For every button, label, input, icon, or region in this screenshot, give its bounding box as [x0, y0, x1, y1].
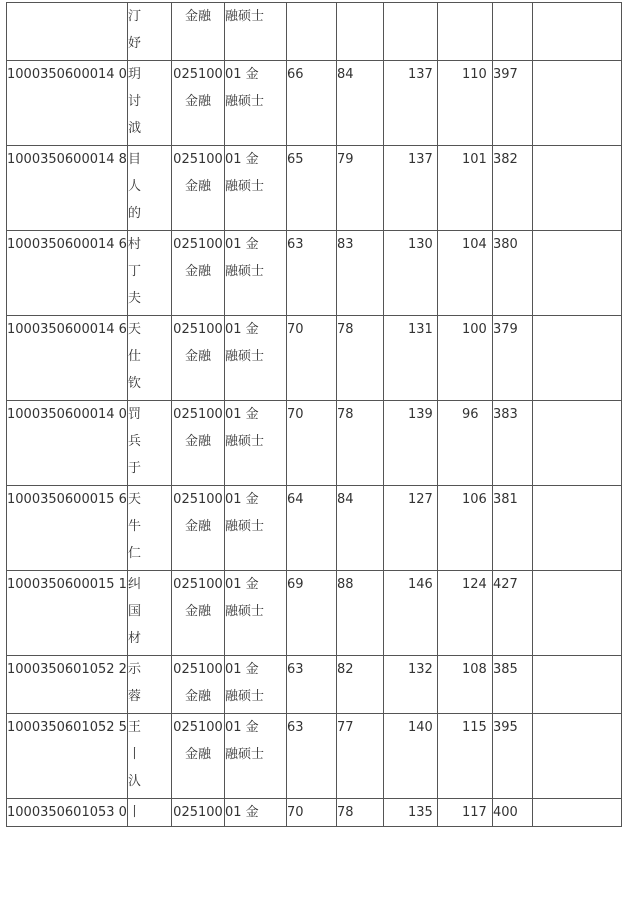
- major-line: 01 金: [225, 67, 259, 82]
- code-line: 金融: [184, 747, 211, 762]
- exam-id-cell: [7, 231, 128, 316]
- score-math-value: 140: [408, 720, 433, 735]
- score-english-value: 83: [337, 237, 354, 252]
- score-politics-value: 70: [287, 322, 304, 337]
- exam-id: 1000350600015 1: [7, 577, 127, 592]
- exam-id: 1000350600014 0: [7, 407, 127, 422]
- name-char: 牛: [128, 519, 142, 534]
- score-major-value: 101: [462, 152, 487, 167]
- exam-id: 1000350600014 0: [7, 67, 127, 82]
- score-math-value: 139: [408, 407, 433, 422]
- major-line: 融硕士: [225, 264, 265, 279]
- note-cell: [533, 316, 622, 401]
- major-cell: [225, 401, 287, 486]
- major-cell: [225, 146, 287, 231]
- name-cell: [128, 146, 172, 231]
- name-char: 汄: [128, 774, 142, 789]
- score-english: [337, 61, 384, 146]
- score-major: [438, 146, 493, 231]
- name-char: 妤: [128, 36, 142, 51]
- name-char: 目: [128, 152, 142, 167]
- name-cell: [128, 799, 172, 827]
- score-english-value: 78: [337, 805, 354, 820]
- exam-id-cell: [7, 571, 128, 656]
- major-cell: [225, 3, 287, 61]
- score-politics: [287, 799, 337, 827]
- score-politics-value: 63: [287, 237, 304, 252]
- exam-id: 1000350601052 2: [7, 662, 127, 677]
- name-char: 丁: [128, 264, 142, 279]
- score-major-value: 117: [462, 805, 487, 820]
- major-line: 融硕士: [225, 94, 265, 109]
- score-english: [337, 231, 384, 316]
- name-cell: [128, 401, 172, 486]
- major-text: 融硕士: [225, 9, 265, 24]
- score-politics-value: 69: [287, 577, 304, 592]
- score-major-value: 110: [462, 67, 487, 82]
- name-cell: [128, 571, 172, 656]
- score-total-value: 397: [493, 67, 518, 82]
- code-line: 025100: [173, 577, 223, 592]
- score-major-value: 96: [462, 407, 479, 422]
- code-line: 金融: [184, 94, 211, 109]
- table-row: [7, 401, 622, 486]
- name-char: 天: [128, 322, 142, 337]
- major-line: 01 金: [225, 152, 259, 167]
- exam-id-cell: [7, 799, 128, 827]
- major-line: 融硕士: [225, 689, 265, 704]
- code-cell: [172, 3, 225, 61]
- note-cell: [533, 571, 622, 656]
- code-cell: [172, 656, 225, 714]
- code-line: 025100: [173, 152, 223, 167]
- table-row: [7, 231, 622, 316]
- score-politics-value: 70: [287, 407, 304, 422]
- score-politics: [287, 61, 337, 146]
- major-line: 融硕士: [225, 434, 265, 449]
- score-total: [493, 231, 533, 316]
- score-total-value: 382: [493, 152, 518, 167]
- score-major: [438, 316, 493, 401]
- score-total: [493, 656, 533, 714]
- score-total-value: 395: [493, 720, 518, 735]
- table-row: [7, 714, 622, 799]
- name-cell: [128, 316, 172, 401]
- code-cell: [172, 571, 225, 656]
- score-major: [438, 799, 493, 827]
- score-total: [493, 146, 533, 231]
- score-math: [384, 486, 438, 571]
- score-math: [384, 316, 438, 401]
- score-math: [384, 231, 438, 316]
- note-cell: [533, 656, 622, 714]
- code-line: 025100: [173, 492, 223, 507]
- score-major-value: 106: [462, 492, 487, 507]
- score-math-value: 131: [408, 322, 433, 337]
- score-major: [438, 656, 493, 714]
- score-politics-value: 64: [287, 492, 304, 507]
- note-cell: [533, 146, 622, 231]
- code-cell: [172, 146, 225, 231]
- score-total-value: 379: [493, 322, 518, 337]
- table-body: [7, 3, 622, 827]
- score-english-value: 77: [337, 720, 354, 735]
- major-line: 融硕士: [225, 179, 265, 194]
- code-line: 金融: [184, 689, 211, 704]
- score-major: [438, 61, 493, 146]
- name-char: 示: [128, 662, 142, 677]
- score-english: [337, 571, 384, 656]
- score-english-value: 84: [337, 67, 354, 82]
- score-english: [337, 714, 384, 799]
- score-math-value: 132: [408, 662, 433, 677]
- name-char: 讨: [128, 94, 142, 109]
- score-english: [337, 401, 384, 486]
- score-total: [493, 401, 533, 486]
- code-line: 金融: [184, 264, 211, 279]
- score-total-value: 400: [493, 805, 518, 820]
- table-row: [7, 146, 622, 231]
- code-line: 金融: [184, 434, 211, 449]
- note-cell: [533, 3, 622, 61]
- id-cell-empty: [7, 3, 128, 61]
- score-politics: [287, 146, 337, 231]
- code-cell: [172, 401, 225, 486]
- code-line: 025100: [173, 720, 223, 735]
- major-line: 01 金: [225, 720, 259, 735]
- major-line: 01 金: [225, 407, 259, 422]
- name-cell: [128, 231, 172, 316]
- score-politics: [287, 714, 337, 799]
- name-char: 汀: [128, 9, 142, 24]
- score-major: [438, 401, 493, 486]
- major-line: 01 金: [225, 492, 259, 507]
- score-major-value: 100: [462, 322, 487, 337]
- score-total-value: 383: [493, 407, 518, 422]
- score-math-value: 135: [408, 805, 433, 820]
- score-total: [493, 714, 533, 799]
- score-math: [384, 714, 438, 799]
- score-major: [438, 714, 493, 799]
- score-total-value: 385: [493, 662, 518, 677]
- score-politics-value: 63: [287, 720, 304, 735]
- name-cell: [128, 714, 172, 799]
- code-text: 金融: [184, 9, 211, 24]
- score-math: [384, 571, 438, 656]
- major-line: 01 金: [225, 805, 259, 820]
- name-char: 兵: [128, 434, 142, 449]
- code-line: 金融: [184, 349, 211, 364]
- score-english: [337, 316, 384, 401]
- exam-id: 1000350600014 6: [7, 237, 127, 252]
- name-char: 丨: [128, 805, 142, 820]
- score-math: [384, 146, 438, 231]
- major-line: 01 金: [225, 662, 259, 677]
- note-cell: [533, 231, 622, 316]
- score-total: [493, 61, 533, 146]
- name-char: 罚: [128, 407, 142, 422]
- score-english-value: 78: [337, 322, 354, 337]
- score-total-value: 380: [493, 237, 518, 252]
- score-total-value: 381: [493, 492, 518, 507]
- major-line: 融硕士: [225, 349, 265, 364]
- table-row: [7, 571, 622, 656]
- major-line: 01 金: [225, 237, 259, 252]
- score-math: [384, 61, 438, 146]
- score-math-value: 137: [408, 152, 433, 167]
- name-char: 仁: [128, 546, 142, 561]
- exam-id-cell: [7, 486, 128, 571]
- score-table: [6, 2, 622, 827]
- note-cell: [533, 61, 622, 146]
- score-cell: [287, 3, 337, 61]
- name-char: 夫: [128, 291, 142, 306]
- score-major: [438, 231, 493, 316]
- code-cell: [172, 61, 225, 146]
- score-politics: [287, 316, 337, 401]
- major-cell: [225, 316, 287, 401]
- major-cell: [225, 656, 287, 714]
- major-cell: [225, 571, 287, 656]
- score-math-value: 146: [408, 577, 433, 592]
- score-politics: [287, 486, 337, 571]
- exam-id-cell: [7, 714, 128, 799]
- name-char: 村: [128, 237, 142, 252]
- exam-id-cell: [7, 656, 128, 714]
- table-row: [7, 316, 622, 401]
- score-math: [384, 656, 438, 714]
- major-line: 01 金: [225, 322, 259, 337]
- score-cell: [438, 3, 493, 61]
- score-english: [337, 146, 384, 231]
- score-english: [337, 799, 384, 827]
- major-cell: [225, 486, 287, 571]
- name-cell: [128, 3, 172, 61]
- exam-id: 1000350600014 8: [7, 152, 127, 167]
- note-cell: [533, 486, 622, 571]
- exam-id: 1000350600015 6: [7, 492, 127, 507]
- score-politics: [287, 231, 337, 316]
- name-cell: [128, 61, 172, 146]
- name-char: 纠: [128, 577, 142, 592]
- code-cell: [172, 799, 225, 827]
- note-cell: [533, 714, 622, 799]
- name-char: 于: [128, 461, 142, 476]
- score-english: [337, 486, 384, 571]
- major-cell: [225, 714, 287, 799]
- major-cell: [225, 61, 287, 146]
- code-line: 025100: [173, 67, 223, 82]
- code-line: 金融: [184, 519, 211, 534]
- name-char: 国: [128, 604, 142, 619]
- table-row-top: [7, 3, 622, 61]
- name-char: 钦: [128, 376, 142, 391]
- score-math-value: 127: [408, 492, 433, 507]
- exam-id-cell: [7, 316, 128, 401]
- code-line: 025100: [173, 322, 223, 337]
- name-cell: [128, 656, 172, 714]
- table-row: [7, 656, 622, 714]
- name-char: 仕: [128, 349, 142, 364]
- code-line: 025100: [173, 407, 223, 422]
- code-cell: [172, 714, 225, 799]
- code-line: 025100: [173, 662, 223, 677]
- code-line: 金融: [184, 604, 211, 619]
- score-politics: [287, 401, 337, 486]
- score-english: [337, 656, 384, 714]
- score-politics-value: 65: [287, 152, 304, 167]
- score-english-value: 84: [337, 492, 354, 507]
- name-cell: [128, 486, 172, 571]
- exam-id-cell: [7, 401, 128, 486]
- name-char: 的: [128, 206, 142, 221]
- score-major-value: 115: [462, 720, 487, 735]
- score-english-value: 88: [337, 577, 354, 592]
- score-major: [438, 571, 493, 656]
- exam-id: 1000350601052 5: [7, 720, 127, 735]
- exam-id-cell: [7, 61, 128, 146]
- score-politics: [287, 571, 337, 656]
- code-line: 025100: [173, 237, 223, 252]
- name-char: 人: [128, 179, 142, 194]
- major-line: 融硕士: [225, 747, 265, 762]
- name-char: 玥: [128, 67, 142, 82]
- score-english-value: 82: [337, 662, 354, 677]
- exam-id: 1000350600014 6: [7, 322, 127, 337]
- table-row: [7, 61, 622, 146]
- name-char: 蓉: [128, 689, 142, 704]
- name-char: 泧: [128, 121, 142, 136]
- score-english-value: 78: [337, 407, 354, 422]
- score-politics: [287, 656, 337, 714]
- score-politics-value: 70: [287, 805, 304, 820]
- exam-id: 1000350601053 0: [7, 805, 127, 820]
- name-char: 丨: [128, 747, 142, 762]
- code-cell: [172, 316, 225, 401]
- score-major-value: 124: [462, 577, 487, 592]
- note-cell: [533, 401, 622, 486]
- score-total: [493, 799, 533, 827]
- table-row: [7, 486, 622, 571]
- exam-id-cell: [7, 146, 128, 231]
- table-row: [7, 799, 622, 827]
- name-char: 材: [128, 631, 142, 646]
- major-cell: [225, 799, 287, 827]
- code-line: 金融: [184, 179, 211, 194]
- code-line: 025100: [173, 805, 223, 820]
- note-cell: [533, 799, 622, 827]
- major-line: 融硕士: [225, 604, 265, 619]
- score-total: [493, 571, 533, 656]
- score-politics-value: 66: [287, 67, 304, 82]
- major-line: 融硕士: [225, 519, 265, 534]
- score-cell: [337, 3, 384, 61]
- score-total-value: 427: [493, 577, 518, 592]
- major-cell: [225, 231, 287, 316]
- score-total: [493, 486, 533, 571]
- score-politics-value: 63: [287, 662, 304, 677]
- score-math-value: 137: [408, 67, 433, 82]
- major-line: 01 金: [225, 577, 259, 592]
- total-cell: [493, 3, 533, 61]
- score-major-value: 104: [462, 237, 487, 252]
- score-math-value: 130: [408, 237, 433, 252]
- code-cell: [172, 486, 225, 571]
- score-major: [438, 486, 493, 571]
- score-math: [384, 401, 438, 486]
- score-cell: [384, 3, 438, 61]
- name-char: 王: [128, 720, 142, 735]
- score-math: [384, 799, 438, 827]
- score-major-value: 108: [462, 662, 487, 677]
- name-char: 天: [128, 492, 142, 507]
- score-english-value: 79: [337, 152, 354, 167]
- code-cell: [172, 231, 225, 316]
- score-total: [493, 316, 533, 401]
